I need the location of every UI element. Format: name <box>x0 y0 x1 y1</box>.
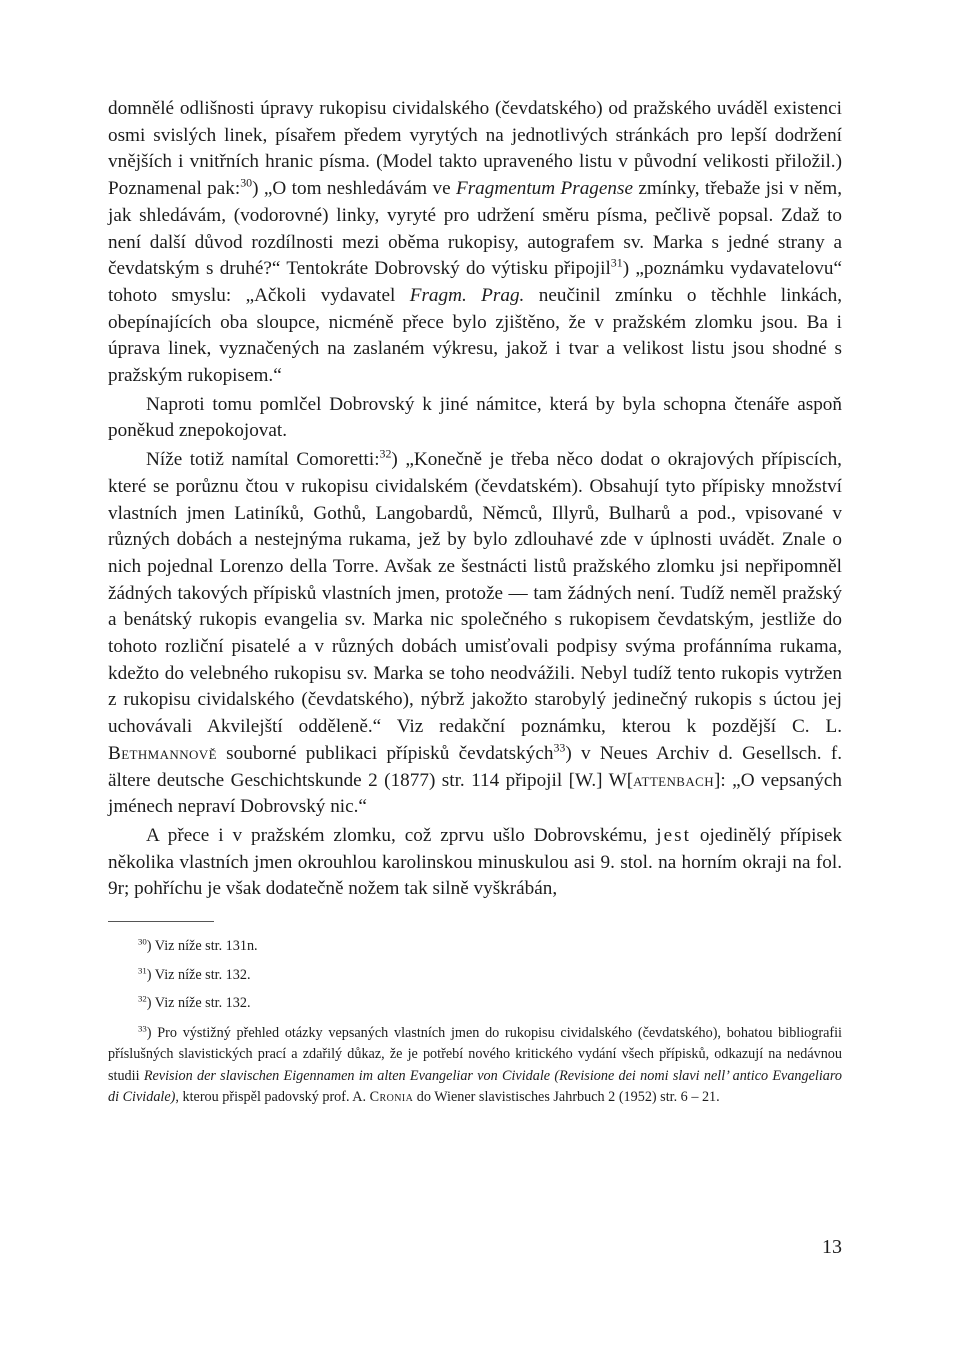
footnote-30-text: ) Viz níže str. 131n. <box>146 938 258 955</box>
footnote-num-33: 33 <box>138 1023 147 1034</box>
p3-text-b: ) „Konečně je třeba něco dodat o okrajových přípiscích, které se porůznu čtou v rukopisu cividalském (čevdatském). Obsahují tyto přípisky množství vlastních jmen Latiníků, Gothů, Langobardů, Němců, Illyrů, Bulharů a pod., vpisované v různých dobách a nestejnýma rukama, jež by bylo zdlouhavé zde v úplnosti uvádět. Znale o nich pojednal Lorenzo della Torre. Avšak ze šestnácti listů pražského zlomku jsi nepřipomněl žádných takových přípisků vlastních jmen, protože — tam žádných není. Tudíž neměl pražský a benátský rukopis evangelia sv. Marka nic společného s rukopisem čevdatským, jestliže do tohoto rozliční pisatelé a v různých dobách umisťovali podpisy svýma profánníma rukama, kdežto do velebného rukopisu sv. Marka se toho neodvážili. Nebyl tudíž tento rukopis vytržen z rukopisu cividalského (čevdatského), nýbrž jakožto starobylý jedinečný rukopis s úctou jej uchovávali Akvilejští odděleně.“ Viz redakční poznámku, kterou k pozdější C. L. <box>108 449 842 738</box>
page-number: 13 <box>822 1236 842 1258</box>
footnote-31-text: ) Viz níže str. 132. <box>146 966 251 983</box>
footnote-divider <box>108 921 214 922</box>
p1-text-a: domnělé odlišnosti úpravy rukopisu cividalského (čevdatského) od pražského uváděl existenci osmi svislých linek, písařem předem vyrytých na jednotlivých stránkách pro lepší dodržení vnějších i vnitřních hranic písma. (Model takto upraveného listu v původní velikosti přiložil.) Poznamenal pak: <box>108 98 842 200</box>
footnote-ref-30: 30 <box>240 175 253 190</box>
footnote-30 <box>108 936 842 958</box>
footnote-33-text-a: ) Pro výstižný přehled otázky vepsaných vlastních jmen do rukopisu cividalského (čevdatského), bohatou bibliografii příslušných slavistických prací a zdařilý důkaz, že je potřebí nového kritického vydání všech přípisků, odkazují na nedávnou studii <box>108 1024 842 1084</box>
p3-text-c: souborné publikaci přípisků čevdatských <box>216 742 554 764</box>
paragraph-3 <box>108 447 842 821</box>
p1-italic-title: Fragmentum Pragense <box>455 178 633 200</box>
footnote-31 <box>108 965 842 987</box>
footnote-33-smallcaps-cronia: Cronia <box>369 1089 414 1106</box>
footnote-ref-32: 32 <box>379 446 392 461</box>
footnote-33-italic-title: Revision der slavischen Eigennamen im alten Evangeliar von Cividale (Revisione dei nomi slavi nell’ antico Evangeliaro di Cividale) <box>108 1067 842 1106</box>
p1-text-e: neučinil zmínku o těchhle linkách, obepínajících oba sloupce, nicméně přece bylo zjištěno, že v pražském zlomku jsou. Ba i úprava linek, vyznačených na zaslaném výkresu, jakož i tvar a velikost listu jsou shodné s pražským rukopisem.“ <box>108 284 843 387</box>
p1-text-d: ) „poznámku vydavatelovu“ tohoto smyslu: „Ačkoli vydavatel <box>108 258 842 306</box>
paragraph-1 <box>108 96 842 390</box>
p1-text-b: ) „O tom neshledávám ve <box>252 178 456 200</box>
p1-italic-abbrev: Fragm. Prag. <box>409 284 525 306</box>
p4-text-a: A přece i v pražském zlomku, což zprvu ušlo Dobrovskému, <box>146 824 657 846</box>
footnote-ref-33: 33 <box>553 740 566 755</box>
body-text <box>108 96 842 903</box>
footnote-ref-31: 31 <box>610 255 623 270</box>
paragraph-2: Naproti tomu pomlčel Dobrovský k jiné námitce, která by byla schopna čtenáře aspoň poněkud znepokojovat. <box>108 393 842 442</box>
p3-smallcaps-bethmann: Bethmannově <box>108 742 217 764</box>
footnote-33 <box>108 1023 842 1109</box>
footnote-32 <box>108 993 842 1015</box>
p3-smallcaps-wattenbach: attenbach <box>633 769 715 791</box>
paragraph-4 <box>108 823 842 903</box>
page <box>108 96 842 1109</box>
footnote-num-30: 30 <box>138 936 147 947</box>
p3-text-e: ]: „O vepsaných jménech nepraví Dobrovský nic.“ <box>108 769 842 818</box>
p3-text-a: Níže totiž namítal Comoretti: <box>146 449 380 471</box>
footnote-33-text-c: do Wiener slavistisches Jahrbuch 2 (1952) str. 6 – 21. <box>413 1089 720 1106</box>
p1-text-c: zmínky, třebaže jsi v něm, jak shledávám, (vodorovné) linky, vyryté pro udržení směru písma, pečlivě popsal. Zdaž to není další důvod rozdílnosti mezi oběma rukopisy, autografem sv. Marka s jedné strany a čevdatským s druhé?“ Tentokráte Dobrovský do výtisku připojil <box>108 178 843 280</box>
p4-text-b: ojedinělý přípisek několika vlastních jmen okrouhlou karolinskou minuskulou asi 9. stol. na horním okraji na fol. 9r; pohříchu je však dodatečně nožem tak silně vyškrábán, <box>108 824 843 900</box>
footnote-num-32: 32 <box>138 993 147 1004</box>
footnote-32-text: ) Viz níže str. 132. <box>146 995 251 1012</box>
footnotes <box>108 936 842 1109</box>
footnote-num-31: 31 <box>138 965 147 976</box>
p4-spaced-emphasis: jest <box>656 824 691 846</box>
footnote-33-text-b: , kterou přispěl padovský prof. A. <box>175 1089 370 1106</box>
p3-text-d: ) v Neues Archiv d. Gesellsch. f. ältere deutsche Geschichtskunde 2 (1877) str. 114 připojil [W.] W[ <box>108 742 843 791</box>
